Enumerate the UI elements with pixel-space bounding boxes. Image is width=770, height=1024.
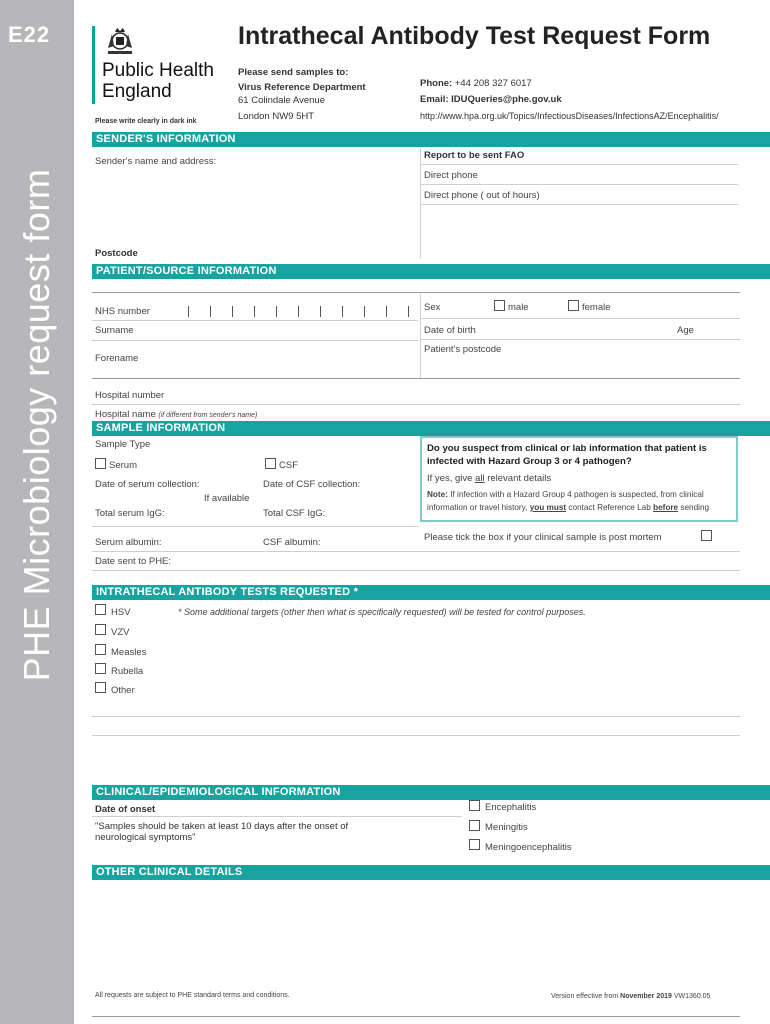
measles-label: Measles xyxy=(111,647,147,658)
logo-line2: England xyxy=(102,81,172,102)
note-must: you must xyxy=(529,503,567,512)
clinical-section-header: CLINICAL/EPIDEMIOLOGICAL INFORMATION xyxy=(92,785,770,800)
if-available-label: If available xyxy=(204,493,250,504)
send-dept: Virus Reference Department xyxy=(238,82,366,93)
divider xyxy=(92,816,462,817)
phone-label: Phone: xyxy=(420,78,453,89)
hazard-question: Do you suspect from clinical or lab information that patient is infected with Hazard Group 3 or 4 pathogen? xyxy=(427,443,707,467)
hazard-yes-all: all xyxy=(475,473,485,484)
encephalitis-checkbox[interactable] xyxy=(469,800,480,811)
note-before: before xyxy=(653,503,679,512)
vertical-title: PHE Microbiology request form xyxy=(16,168,57,682)
footer-divider xyxy=(92,1016,740,1017)
divider xyxy=(92,551,740,552)
hazard-group-box xyxy=(420,436,738,522)
divider xyxy=(92,716,740,717)
rubella-checkbox[interactable] xyxy=(95,663,106,674)
note-label: Note: xyxy=(427,490,448,499)
patient-postcode-label[interactable]: Patient's postcode xyxy=(424,344,502,355)
hsv-label: HSV xyxy=(111,607,131,618)
sender-name-address-label[interactable]: Sender's name and address: xyxy=(95,156,217,167)
hazard-yes-text2: relevant details xyxy=(487,473,552,484)
divider xyxy=(92,570,740,571)
note-text-b: contact Reference Lab xyxy=(568,503,651,512)
tests-section-header: INTRATHECAL ANTIBODY TESTS REQUESTED * xyxy=(92,585,770,600)
female-checkbox[interactable] xyxy=(568,300,579,311)
serum-igg-label[interactable]: Total serum IgG: xyxy=(95,508,165,519)
note-text-c: sending xyxy=(680,503,710,512)
hazard-yes-text: If yes, give xyxy=(427,473,473,484)
terms-text: All requests are subject to PHE standard terms and conditions. xyxy=(95,992,290,999)
send-address1: 61 Colindale Avenue xyxy=(238,95,325,106)
sidebar xyxy=(0,0,74,1024)
divider xyxy=(92,320,418,321)
divider xyxy=(420,318,740,319)
csf-label: CSF xyxy=(279,460,298,471)
phone-line xyxy=(420,78,532,89)
csf-albumin-label[interactable]: CSF albumin: xyxy=(263,537,321,548)
divider xyxy=(420,148,421,258)
divider xyxy=(92,404,740,405)
logo-line1: Public Health xyxy=(102,60,214,81)
meningoencephalitis-checkbox[interactable] xyxy=(469,839,480,850)
hazard-note xyxy=(427,488,731,514)
dob-label[interactable]: Date of birth xyxy=(424,325,476,336)
age-label[interactable]: Age xyxy=(677,325,694,336)
note-text-a: If infection with a Hazard Group 4 pathogen is suspected, from clinical information or travel history, xyxy=(427,490,704,512)
rubella-label: Rubella xyxy=(111,666,144,677)
direct-phone-ooh-label[interactable]: Direct phone ( out of hours) xyxy=(424,190,540,201)
hospital-name-note: (if different from sender's name) xyxy=(158,412,258,419)
other-details-area[interactable] xyxy=(92,882,740,982)
divider xyxy=(92,378,740,379)
onset-note: "Samples should be taken at least 10 days after the onset of neurological symptoms" xyxy=(95,821,349,843)
vzv-label: VZV xyxy=(111,627,130,638)
write-note: Please write clearly in dark ink xyxy=(95,118,197,125)
form-version-code: VW1360.05 xyxy=(673,993,711,1000)
other-label: Other xyxy=(111,685,135,696)
sample-section-header: SAMPLE INFORMATION xyxy=(92,421,770,436)
report-fao-label[interactable]: Report to be sent FAO xyxy=(424,150,525,161)
meningoencephalitis-label: Meningoencephalitis xyxy=(485,842,572,853)
version-date: November 2019 xyxy=(620,993,672,1000)
postcode-label[interactable]: Postcode xyxy=(95,248,138,259)
meningitis-label: Meningitis xyxy=(485,822,528,833)
email-label: Email: xyxy=(420,94,449,105)
email-line xyxy=(420,94,562,105)
encephalitis-label: Encephalitis xyxy=(485,802,537,813)
divider xyxy=(420,294,421,378)
send-heading: Please send samples to: xyxy=(238,67,349,78)
divider xyxy=(92,292,740,293)
post-mortem-checkbox[interactable] xyxy=(701,530,712,541)
version-line xyxy=(551,993,710,1000)
other-details-section-header: OTHER CLINICAL DETAILS xyxy=(92,865,770,880)
serum-albumin-label[interactable]: Serum albumin: xyxy=(95,537,162,548)
meningitis-checkbox[interactable] xyxy=(469,820,480,831)
male-checkbox[interactable] xyxy=(494,300,505,311)
nhs-number-label: NHS number xyxy=(95,306,150,317)
csf-checkbox[interactable] xyxy=(265,458,276,469)
hospital-name-label: Hospital name xyxy=(95,409,156,420)
page-title: Intrathecal Antibody Test Request Form xyxy=(238,22,711,50)
surname-label[interactable]: Surname xyxy=(95,325,134,336)
divider xyxy=(420,204,738,205)
sample-type-label: Sample Type xyxy=(95,439,151,450)
version-label: Version effective from xyxy=(551,993,619,1000)
divider xyxy=(92,526,418,527)
phe-logo xyxy=(92,26,227,106)
divider xyxy=(92,735,740,736)
hospital-name-field[interactable] xyxy=(95,409,257,420)
serum-label: Serum xyxy=(109,460,137,471)
phone-value: +44 208 327 6017 xyxy=(454,78,532,89)
url-link[interactable]: http://www.hpa.org.uk/Topics/InfectiousDiseases/InfectionsAZ/Encephalitis/ xyxy=(420,111,719,121)
serum-checkbox[interactable] xyxy=(95,458,106,469)
logo-name xyxy=(102,60,214,102)
email-link[interactable]: IDUQueries@phe.gov.uk xyxy=(451,94,562,105)
female-label: female xyxy=(582,302,611,313)
date-sent-label[interactable]: Date sent to PHE: xyxy=(95,556,172,567)
hsv-checkbox[interactable] xyxy=(95,604,106,615)
other-checkbox[interactable] xyxy=(95,682,106,693)
onset-label[interactable]: Date of onset xyxy=(95,804,156,815)
tests-footnote: * Some additional targets (other then what is specifically requested) will be tested for control purposes. xyxy=(178,607,586,617)
divider xyxy=(92,340,418,341)
nhs-number-input[interactable] xyxy=(188,306,413,318)
serum-date-label[interactable]: Date of serum collection: xyxy=(95,479,200,490)
csf-date-label[interactable]: Date of CSF collection: xyxy=(263,479,361,490)
patient-section-header: PATIENT/SOURCE INFORMATION xyxy=(92,264,770,279)
divider xyxy=(420,184,738,185)
male-label: male xyxy=(508,302,529,313)
hospital-number-label[interactable]: Hospital number xyxy=(95,390,165,401)
csf-igg-label[interactable]: Total CSF IgG: xyxy=(263,508,326,519)
royal-crest-icon xyxy=(102,26,138,56)
logo-bar xyxy=(92,26,95,104)
vzv-checkbox[interactable] xyxy=(95,624,106,635)
senders-section-header: SENDER'S INFORMATION xyxy=(92,132,770,147)
post-mortem-label: Please tick the box if your clinical sample is post mortem xyxy=(424,532,662,543)
divider xyxy=(420,164,738,165)
measles-checkbox[interactable] xyxy=(95,644,106,655)
form-code: E22 xyxy=(8,22,51,47)
send-address2: London NW9 5HT xyxy=(238,111,315,122)
sex-label: Sex xyxy=(424,302,441,313)
forename-label[interactable]: Forename xyxy=(95,353,139,364)
hazard-details-field[interactable] xyxy=(427,473,731,484)
direct-phone-label[interactable]: Direct phone xyxy=(424,170,478,181)
divider xyxy=(420,339,740,340)
